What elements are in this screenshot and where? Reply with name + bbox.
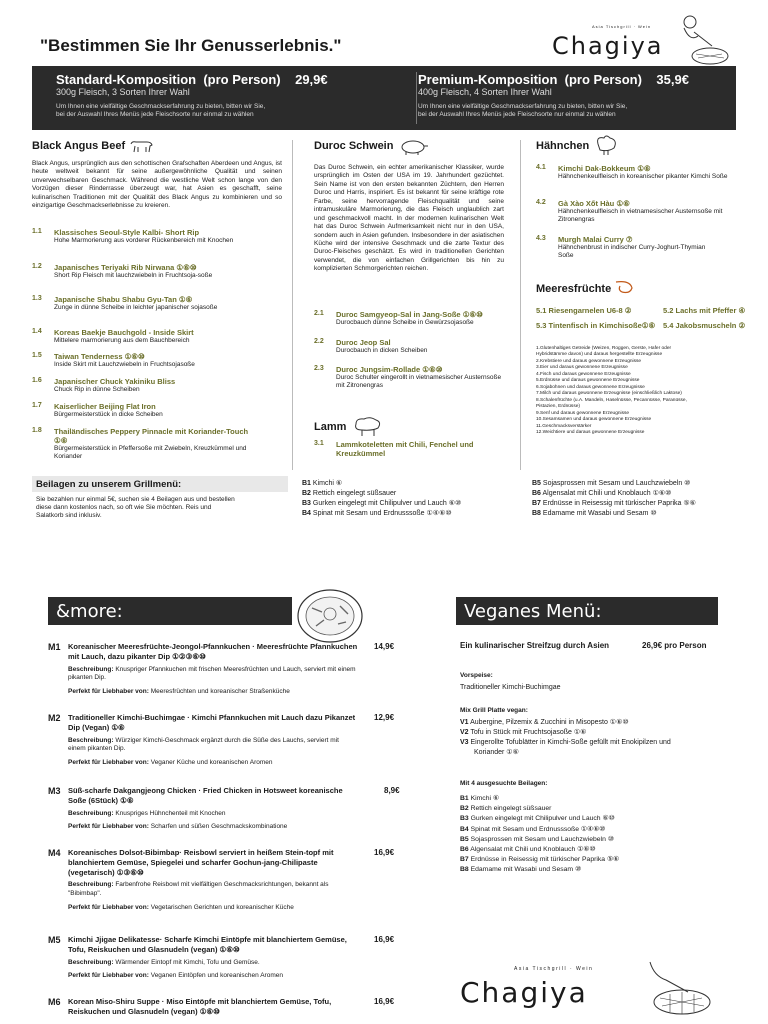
vegan-sides-label: Mit 4 ausgesuchte Beilagen:: [460, 780, 548, 787]
standard-price: 29,9€: [295, 72, 328, 87]
chicken-item-name: Murgh Malai Curry ⑦: [558, 235, 633, 244]
beef-item: [32, 295, 282, 312]
vegan-code: V3: [460, 739, 469, 747]
chicken-item-num: 4.1: [536, 164, 546, 171]
beef-item: [32, 402, 282, 419]
chicken-item-desc: Hähnchenkeulfleisch in koreanischer pikanter Kimchi Soße: [558, 173, 728, 180]
more-item-code: M6: [48, 997, 61, 1007]
side-item: [532, 509, 742, 519]
duroc-intro: Das Duroc Schwein, ein echter amerikanischer Klassiker, wurde ursprünglich im Osten der USA im 19. Jahrhundert gezüchtet. Sein Name ist von den ersten bekannten Züchtern, den Herren Duroc und Harris, inspiriert. Es ist bekannt für seine kräftige rote Farbe, seine hervorragende Fleischqualität und seine intramuskuläre Marmorierung, die das Fleisch unglaublich zart und geschmackvoll macht. In der modernen kulinarischen Welt hat das Duroc Schwein Aufmerksamkeit nicht nur in den USA, sondern auch in Asien gefunden. Insbesondere in der asiatischen Küche wird der intensive Geschmack und die zarte Textur des Duroc-Fleisches geschätzt. Es wird in traditionellen Gerichten verwendet, die von einfachen Grillgerichten bis hin zu komplizierten Schmorgerichten reichen.: [314, 164, 504, 273]
side-code: B7: [532, 500, 541, 508]
duroc-item-num: 2.2: [314, 338, 324, 345]
standard-per: (pro Person): [203, 72, 281, 87]
seafood-name: Lachs mit Pfeffer ④: [675, 306, 746, 315]
side-item: [532, 489, 742, 499]
premium-sub: 400g Fleisch, 4 Sorten Ihrer Wahl: [418, 87, 552, 97]
seafood-num: 5.2: [663, 306, 674, 315]
premium-desc-1: Um Ihnen eine vielfältige Geschmackserfahrung zu bieten, bitten wir Sie,: [418, 103, 628, 110]
column-divider: [520, 140, 521, 470]
side-name: Sojasprossen mit Sesam und Lauchzwiebeln ⑩: [542, 480, 691, 487]
side-code: B5: [532, 480, 541, 487]
seafood-item: [663, 321, 745, 330]
beef-item: [32, 228, 282, 245]
bibimbap-bowl-icon: [294, 586, 366, 648]
vegan-side-name: Rettich eingelegt süßsauer: [470, 805, 552, 813]
desc-label: Beschreibung:: [68, 881, 114, 889]
vegan-side-code: B4: [460, 825, 469, 833]
vegan-side-name: Algensalat mit Chili und Knoblauch ①⑥⑩: [470, 845, 596, 853]
beilagen-left-list: [302, 479, 526, 520]
side-item: [532, 479, 742, 489]
duroc-item-num: 2.3: [314, 365, 324, 372]
vegan-price: 26,9€ pro Person: [642, 641, 707, 650]
vegan-tagline: Ein kulinarischer Streifzug durch Asien: [460, 641, 610, 650]
duroc-item-name: Duroc Samgyeop-Sal in Jang-Soße ①⑥⑩: [336, 310, 483, 319]
vegan-side-item: [460, 865, 690, 875]
beef-item-num: 1.1: [32, 228, 42, 235]
allergen-item: 11.Geschmacksverstärker: [536, 423, 592, 429]
beef-item-name: Japanischer Chuck Yakiniku Bliss: [54, 377, 176, 386]
beef-item: [32, 328, 282, 345]
more-item: [48, 713, 408, 766]
seafood-num: 5.4: [663, 321, 674, 330]
more-item-lover: Vegetarischen Gerichten und koreanischer Küche: [150, 903, 294, 911]
premium-desc-2: bei der Auswahl Ihres Menüs jede Fleischsorte nur einmal zu wählen: [418, 111, 616, 119]
premium-price: 35,9€: [656, 72, 689, 87]
allergen-item: 2.Krebstiere und daraus gewonnene Erzeugnisse: [536, 358, 642, 364]
duroc-item-num: 2.1: [314, 310, 324, 317]
vegan-side-name: Spinat mit Sesam und Erdnusssoße ①④⑥⑩: [470, 825, 606, 833]
vegan-side-name: Edamame mit Wasabi und Sesam ⑩: [470, 866, 582, 874]
more-item: [48, 786, 408, 830]
beef-title: Black Angus Beef: [32, 140, 126, 152]
beef-item-name: Koreas Baekje Bauchgold - Inside Skirt: [54, 328, 194, 337]
cow-icon: [128, 138, 154, 154]
standard-desc-1: Um Ihnen eine vielfältige Geschmackserfahrung zu bieten, bitten wir Sie,: [56, 103, 266, 110]
vegan-side-name: Sojasprossen mit Sesam und Lauchzwiebeln ⑩: [470, 835, 614, 843]
more-item-price: 16,9€: [374, 848, 395, 857]
lover-label: Perfekt für Liebhaber von:: [68, 903, 149, 911]
standard-composition: [56, 72, 396, 119]
shrimp-icon: [612, 278, 636, 296]
more-item: [48, 848, 408, 911]
beilagen-title: Beilagen zu unserem Grillmenü:: [36, 479, 182, 490]
allergen-item: 1.Glutenhaltiges Getreide (Weizen, Roggen, Gerste, Hafer oder: [536, 346, 672, 351]
logo-top: [552, 20, 737, 70]
premium-composition: [418, 72, 758, 119]
more-item: [48, 997, 408, 1017]
more-banner: &more:: [48, 597, 292, 625]
standard-sub: 300g Fleisch, 3 Sorten Ihrer Wahl: [56, 87, 190, 97]
beef-intro: Black Angus, ursprünglich aus den schottischen Grafschaften Aberdeen und Angus, ist heute weltweit bekannt für seine außergewöhnliche Qualität und seinen unverwechselbaren Geschmack. Während die westliche Welt schon lange von den Vorzügen dieser Rinderrasse überzeugt war, hat Asien es geschafft, seine kulinarischen Traditionen mit der Qualität des Black Angus zu kombinieren und so einzigartige Geschmackserlebnisse zu kreieren.: [32, 160, 282, 210]
vegan-code: V2: [460, 729, 469, 737]
duroc-item: [314, 310, 514, 327]
beef-item-name: Kaiserlicher Beijing Flat Iron: [54, 402, 156, 411]
vegan-name: Aubergine, Pilzemix & Zucchini in Misopesto ①⑥⑩: [470, 719, 629, 726]
vegan-starter: Traditioneller Kimchi-Buchimgae: [460, 684, 561, 691]
chicken-title: Hähnchen: [536, 140, 590, 152]
beef-item-num: 1.2: [32, 263, 42, 270]
grill-chef-icon: [630, 958, 722, 1020]
vegan-grill-item: [460, 738, 700, 758]
vegan-grill-label: Mix Grill Platte vegan:: [460, 707, 528, 714]
more-item-lover: Veganen Eintöpfen und koreanischen Aromen: [150, 972, 283, 980]
more-item-desc: Knuspriges Hühnchenteil mit Knochen: [115, 809, 226, 817]
seafood-item: [536, 306, 632, 315]
chicken-item: [536, 235, 736, 260]
logo-bottom: [460, 966, 740, 1022]
vegan-side-code: B8: [460, 866, 469, 874]
more-item-desc: Wärmender Eintopf mit Kimchi, Tofu und Gemüse.: [115, 958, 260, 966]
beef-item-num: 1.8: [32, 427, 42, 434]
side-code: B6: [532, 490, 541, 498]
allergen-item: 6.Sojabohnen und daraus gewonnene Erzeugnisse: [536, 384, 645, 390]
vegan-header: [460, 641, 730, 650]
pig-icon: [398, 138, 430, 156]
lover-label: Perfekt für Liebhaber von:: [68, 823, 149, 831]
standard-desc-2: bei der Auswahl Ihres Menüs jede Fleischsorte nur einmal zu wählen: [56, 111, 254, 119]
chicken-item-desc: Hähnchenbrust in indischer Curry-Joghurt-Thymian Soße: [558, 244, 706, 259]
more-item-price: 16,9€: [374, 935, 395, 944]
more-item-code: M1: [48, 642, 61, 652]
beef-item: [32, 377, 282, 394]
more-item-title: Kimchi Jjigae Delikatesse· Scharfe Kimchi Eintöpfe mit blanchiertem Gemüse, Tofu, Reiskuchen und Glasnudeln (vegan) ①⑥⑩: [68, 935, 347, 954]
chicken-item-num: 4.3: [536, 235, 546, 242]
grill-chef-icon: [672, 12, 732, 68]
beef-item-name: Japanisches Teriyaki Rib Nirwana ①⑥⑩: [54, 263, 197, 272]
allergen-item: 3.Eier und daraus gewonnene Erzeugnisse: [536, 365, 628, 371]
duroc-item: [314, 365, 504, 390]
more-item-title: Koreanisches Dolsot-Bibimbap· Reisbowl serviert in heißem Stein-topf mit blanchiertem Gemüse, Spiegelei und scharfer Gochun-jang-Chilipaste (vegetarisch) ①③⑥⑩: [68, 848, 334, 877]
sheep-icon: [350, 414, 384, 438]
more-item-price: 8,9€: [384, 786, 400, 795]
vegan-grill-item: [460, 718, 700, 728]
more-item-price: 12,9€: [374, 713, 395, 722]
vegan-side-item: [460, 825, 690, 835]
seafood-item: [663, 306, 745, 315]
logo-bottom-tagline: Asia Tischgrill · Wein: [514, 966, 594, 972]
seafood-name: Riesengarnelen U6-8 ②: [548, 306, 632, 315]
beef-item-name: Thailändisches Peppery Pinnacle mit Koriander-Touch ①⑥: [54, 427, 249, 445]
beef-item: [32, 352, 282, 369]
beilagen-right-list: [532, 479, 742, 520]
vegan-name: Tofu in Stück mit Fruchtsojasoße ①⑥: [470, 729, 587, 737]
lamm-item: [314, 440, 514, 458]
premium-title: Premium-Komposition: [418, 72, 558, 87]
side-name: Kimchi ⑥: [312, 480, 343, 487]
allergen-item: Pistazien, Erdnüsse): [536, 404, 580, 410]
beef-item-desc: Short Rip Fleisch mit lauchzwiebeln in Fruchtsoja-soße: [54, 272, 213, 279]
chicken-item-name: Kimchi Dak-Bokkeum ①⑥: [558, 164, 651, 173]
vegan-side-name: Erdnüsse in Reisessig mit türkischer Paprika ⑤⑥: [470, 856, 620, 864]
duroc-title: Duroc Schwein: [314, 140, 394, 152]
side-code: B8: [532, 510, 541, 518]
side-item: [302, 499, 526, 509]
composition-bar: [32, 66, 736, 130]
more-item-price: 16,9€: [374, 997, 395, 1006]
beef-item-num: 1.4: [32, 328, 42, 335]
allergen-item: Hybridstämme davon) und daraus hergestellte Erzeugnisse: [536, 352, 663, 358]
side-code: B1: [302, 480, 311, 487]
seafood-num: 5.3: [536, 321, 547, 330]
allergen-item: 9.Senf und daraus gewonnene Erzeugnisse: [536, 410, 630, 416]
beef-item-num: 1.7: [32, 402, 42, 409]
lamm-title: Lamm: [314, 421, 347, 433]
vegan-starter-label: Vorspeise:: [460, 672, 493, 679]
side-code: B2: [302, 490, 311, 498]
vegan-side-code: B1: [460, 795, 469, 802]
vegan-banner: Veganes Menü:: [456, 597, 718, 625]
seafood-title: Meeresfrüchte: [536, 283, 612, 295]
premium-per: (pro Person): [564, 72, 642, 87]
more-item-lover: Meeresfrüchten und koreanischer Straßenküche: [150, 688, 290, 696]
more-item-code: M4: [48, 848, 61, 858]
beef-item-desc: Zunge in dünne Scheibe in leichter japanischer sojasoße: [54, 304, 218, 311]
duroc-item-desc: Durocbauch dünne Scheibe in Gewürzsojasoße: [336, 319, 474, 326]
vegan-name: Eingerollte Tofublätter in Kimchi-Soße gefüllt mit Enokipilzen und Koriander ①⑥: [470, 739, 671, 757]
beef-item-desc: Hohe Marmorierung aus vorderer Rückenbereich mit Knochen: [54, 237, 234, 244]
more-item-desc: Farbenfrohe Reisbowl mit vielfältigen Geschmacksrichtungen, bekannt als "Bibimbap".: [68, 881, 329, 898]
lover-label: Perfekt für Liebhaber von:: [68, 688, 149, 696]
beilagen-desc: Sie bezahlen nur einmal 5€, suchen sie 4 Beilagen aus und bestellen diese dann kostenlos nach, so oft wie Sie möchten. Reis und Salatkorb sind inklusiv.: [36, 496, 235, 520]
more-item: [48, 935, 408, 979]
vegan-side-name: Kimchi ⑥: [470, 795, 499, 802]
allergen-item: 5.Erdnüsse und daraus gewonnene Erzeugnisse: [536, 378, 640, 384]
allergen-item: 7.Milch und daraus gewonnene Erzeugnisse (einschließlich Laktose): [536, 391, 682, 397]
allergen-item: 8.Schalenfrüchte (u.A. Mandeln, Haselnüsse, Pecannüsse, Paranüsse,: [536, 397, 687, 403]
more-item-code: M2: [48, 713, 61, 723]
lover-label: Perfekt für Liebhaber von:: [68, 759, 149, 767]
vegan-side-name: Gurken eingelegt mit Chilipulver und Lauch ⑥⑩: [470, 815, 615, 823]
side-item: [302, 509, 526, 519]
logo-bottom-name: Chagiya: [460, 976, 588, 1009]
column-divider: [292, 140, 293, 470]
more-item-title: Süß-scharfe Dakgangjeong Chicken · Fried Chicken in Hotsweet koreanische Soße (6Stück) ①⑥: [68, 786, 343, 805]
lamm-item-num: 3.1: [314, 440, 324, 447]
allergen-item: 10.Sesamsamen und daraus gewonnene Erzeugnisse: [536, 417, 652, 423]
beef-item-desc: Chuck Rip in dünne Scheiben: [54, 386, 140, 393]
vegan-side-item: [460, 814, 690, 824]
more-item-title: Koreanischer Meeresfrüchte-Jeongol-Pfannkuchen · Meeresfrüchte Pfannkuchen mit Lauch, dazu pikanter Dip ①②③⑥⑩: [68, 642, 358, 661]
vegan-side-item: [460, 794, 690, 804]
desc-label: Beschreibung:: [68, 736, 114, 744]
seafood-list: [536, 306, 746, 336]
seafood-name: Tintenfisch in Kimchisoße①⑥: [548, 321, 656, 330]
desc-label: Beschreibung:: [68, 809, 114, 817]
desc-label: Beschreibung:: [68, 958, 114, 966]
side-code: B4: [302, 510, 311, 518]
vegan-side-item: [460, 804, 690, 814]
allergen-item: 12.Weichtiere und daraus gewonnene Erzeugnisse: [536, 430, 645, 436]
chicken-item: [536, 164, 736, 181]
lover-label: Perfekt für Liebhaber von:: [68, 972, 149, 980]
vegan-side-code: B3: [460, 815, 469, 823]
page-headline: "Bestimmen Sie Ihr Genusserlebnis.": [40, 36, 342, 55]
desc-label: Beschreibung:: [68, 665, 114, 673]
duroc-item-desc: Duroc Schulter eingerollt in vietnamesischer Austernsoße mit Zitronengras: [336, 374, 502, 389]
more-item-code: M3: [48, 786, 61, 796]
vegan-side-code: B5: [460, 835, 469, 843]
composition-divider: [416, 72, 417, 124]
vegan-grill-item: [460, 728, 700, 738]
beef-item-num: 1.5: [32, 352, 42, 359]
beef-item-desc: Bürgermeisterstück in dicke Scheiben: [54, 411, 163, 418]
vegan-side-code: B2: [460, 805, 469, 813]
beef-item: [32, 427, 252, 461]
seafood-name: Jakobsmuscheln ②: [675, 321, 746, 330]
vegan-side-code: B7: [460, 856, 469, 864]
duroc-item-name: Duroc Jungsim-Rollade ①⑥⑩: [336, 365, 443, 374]
vegan-code: V1: [460, 719, 469, 726]
vegan-side-item: [460, 835, 690, 845]
side-name: Rettich eingelegt süßsauer: [312, 490, 397, 498]
beef-item-name: Taiwan Tenderness ①⑥⑩: [54, 352, 145, 361]
vegan-side-code: B6: [460, 845, 469, 853]
vegan-side-item: [460, 845, 690, 855]
duroc-item: [314, 338, 514, 355]
chicken-item-num: 4.2: [536, 199, 546, 206]
chicken-item-desc: Hähnchenkeulfleisch in vietnamesischer Austernsoße mit Zitronengras: [558, 208, 723, 223]
allergen-list: [536, 346, 736, 437]
side-name: Erdnüsse in Reisessig mit türkischer Paprika ⑤⑥: [542, 500, 696, 508]
standard-title: Standard-Komposition: [56, 72, 197, 87]
more-item-code: M5: [48, 935, 61, 945]
lamm-item-name: Lammkoteletten mit Chili, Fenchel und Kreuzkümmel: [336, 440, 474, 458]
beef-item-name: Klassisches Seoul-Style Kalbi- Short Rip: [54, 228, 200, 237]
side-name: Gurken eingelegt mit Chilipulver und Lauch ⑥⑩: [312, 500, 462, 508]
logo-tagline: Asia Tischgrill · Wein: [592, 24, 652, 29]
beef-item-num: 1.6: [32, 377, 42, 384]
side-code: B3: [302, 500, 311, 508]
beef-item-name: Japanische Shabu Shabu Gyu-Tan ①⑥: [54, 295, 193, 304]
vegan-side-item: [460, 855, 690, 865]
side-name: Algensalat mit Chili und Knoblauch ①⑥⑩: [542, 490, 672, 498]
beef-item: [32, 263, 282, 280]
side-item: [532, 499, 742, 509]
logo-name: Chagiya: [552, 32, 664, 60]
more-item-price: 14,9€: [374, 642, 395, 651]
beef-item-desc: Mittelere marmorierung aus dem Bauchbereich: [54, 337, 190, 344]
chicken-item: [536, 199, 736, 224]
more-item-desc: Würziger Kimchi-Geschmack ergänzt durch die Süße des Lauchs, serviert mit einem pikanten Dip.: [68, 736, 339, 753]
seafood-item: [536, 321, 655, 330]
more-item-lover: Scharfen und süßen Geschmackskombinatione: [150, 823, 288, 831]
side-item: [302, 479, 526, 489]
side-name: Edamame mit Wasabi und Sesam ⑩: [542, 510, 657, 518]
more-item-lover: Veganer Küche und koreanischen Aromen: [150, 759, 273, 767]
more-item: [48, 642, 408, 695]
more-item-title: Traditioneller Kimchi-Buchimgae · Kimchi Pfannkuchen mit Lauch dazu Pikanzet Dip (Vegan) ①⑥: [68, 713, 356, 732]
beef-item-desc: Bürgermeisterstück in Pfeffersoße mit Zwiebeln, Kreuzkümmel und Koriander: [54, 445, 247, 460]
chicken-item-name: Gà Xào Xốt Hàu ①⑥: [558, 199, 630, 208]
duroc-item-name: Duroc Jeop Sal: [336, 338, 391, 347]
allergen-item: 4.Fisch und daraus gewonnene Erzeugnisse: [536, 371, 631, 377]
chicken-icon: [592, 132, 620, 156]
more-item-desc: Knuspriger Pfannkuchen mit frischen Meeresfrüchten und Lauch, serviert mit einem pikanten Dip.: [68, 665, 356, 682]
vegan-grill-list: [460, 718, 700, 759]
vegan-sides-list: [460, 794, 690, 876]
more-item-title: Korean Miso-Shiru Suppe · Miso Eintöpfe mit blanchiertem Gemüse, Tofu, Reiskuchen und Glasnudeln (vegan) ①⑥⑩: [68, 997, 332, 1016]
seafood-num: 5.1: [536, 306, 547, 315]
side-item: [302, 489, 526, 499]
side-name: Spinat mit Sesam und Erdnusssoße ①④⑥⑩: [312, 510, 452, 518]
duroc-item-desc: Durocbauch in dicken Scheiben: [336, 347, 428, 354]
beef-item-desc: Inside Skirt mit Lauchzwiebeln in Fruchtsojasoße: [54, 361, 195, 368]
beef-item-num: 1.3: [32, 295, 42, 302]
